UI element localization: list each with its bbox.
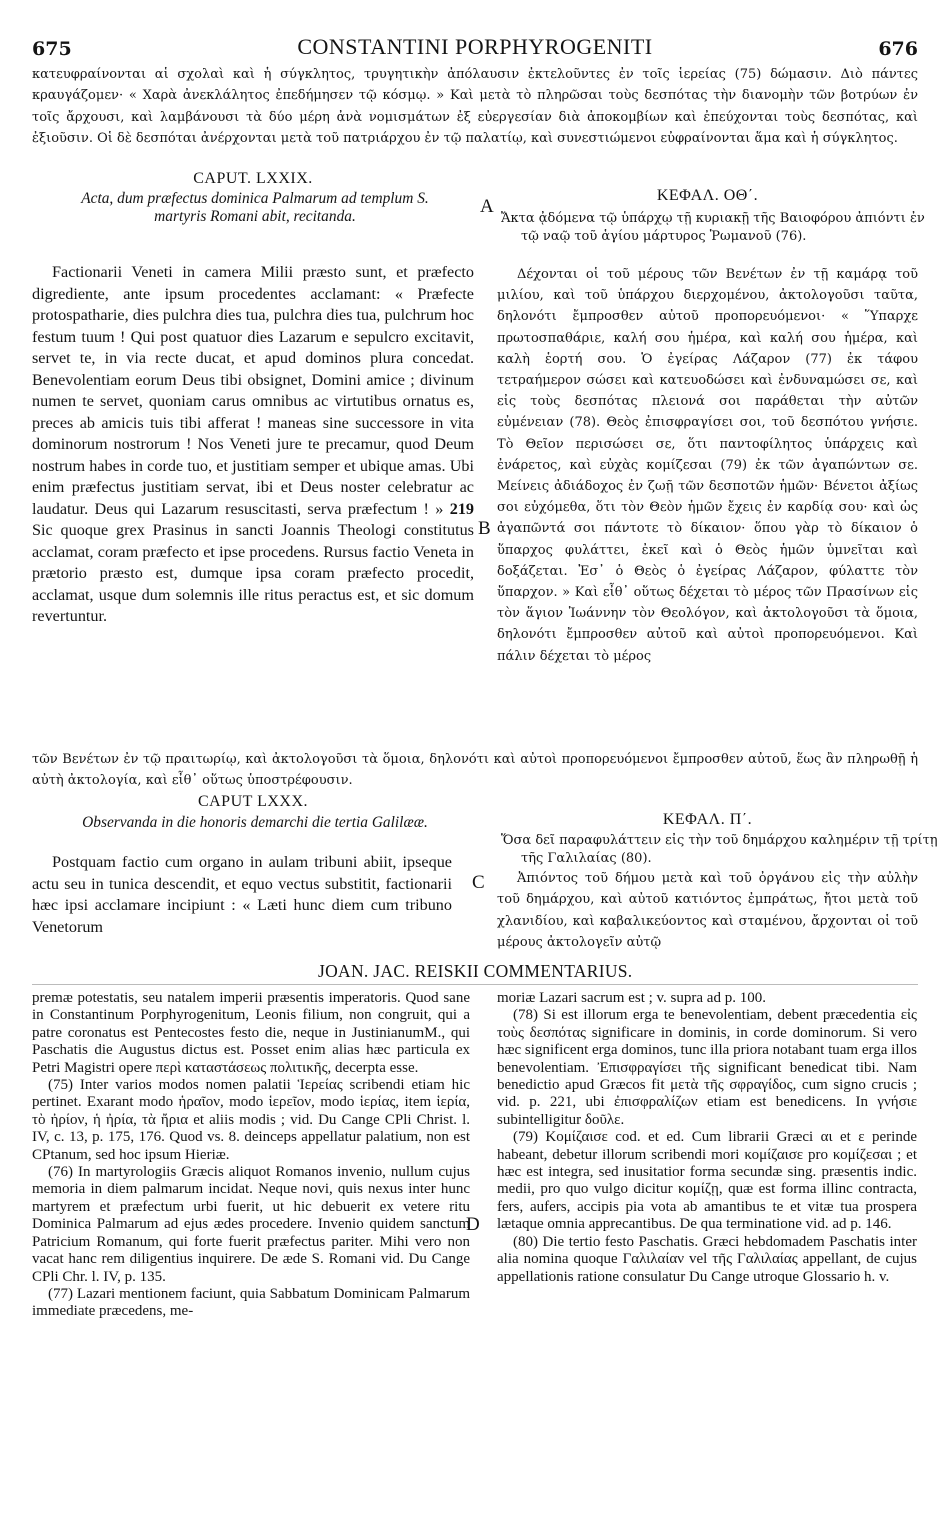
latin-caput-80-heading: CAPUT LXXX. <box>197 793 309 810</box>
commentary-heading: JOAN. JAC. REISKII COMMENTARIUS. <box>318 961 633 981</box>
greek-caput-80-heading: ΚΕΦΑΛ. Π΄. <box>662 811 753 828</box>
latin-caput-79-heading: CAPUT. LXXIX. <box>193 170 313 187</box>
latin-caput-79-text <box>32 262 474 628</box>
latin-caput-79-body-continued: Sic quoque grex Prasinus in sancti Joannis Theologi constitutus acclamat, coram præfecto et ipse procedens. Rursus factio Veneta in prætorio præsto est, dumque ipsa coram præfecto procedit, acclamat, usque dum solemnis ille ritus peractus est, et sic domum revertuntur. <box>32 521 474 625</box>
commentary-divider <box>32 984 918 985</box>
commentary-note: (76) In martyrologiis Græcis aliquot Romanos invenio, nullum cujus memoria in diem palmarum incidat. Neque novi, quis nexus inter hunc martyrem et præfectum urbi fuerit, ut hic debuerit ex vetere ritu Dominica Palmarum ad ejus ædes procedere. Invenio quidem sanctum Patricium Romanum, qui forte fuerit præfectus pariter. Mihi vero non vacat hanc rem diligentius inquirere. De æde S. Romani vid. Du Cange CPli Chr. l. IV, p. 135. <box>32 1164 470 1285</box>
commentary-right-column <box>497 990 917 1286</box>
commentary-left-column <box>32 990 470 1321</box>
commentary-note: (77) Lazari mentionem faciunt, quia Sabbatum Dominicam Palmarum immediate præcedens, me- <box>32 1285 470 1320</box>
latin-page-number: 219 <box>449 499 474 518</box>
latin-caput-79-body: Factionarii Veneti in camera Milii præsto sunt, et præfecto digrediente, ante ipsum procedentes acclamant: « Præfecte protospatharie, dies pulchra dies tua, pulchra dies tua, pulchrum hoc festum tuum ! Qui post quatuor dies Lazarum e sepulcro excitavit, servet te, in via recte ducat, et apud dominos plura concedat. Benevolentiam eorum Deus tibi obsignet, Domini amice ; divinum numen te servet, quoniam carus omnibus ac virtutibus ornatus es, preces ab amicis tuis tibi afferat ! maneas sine successore in vita dominorum nostrorum ! Nos Veneti jure te precamur, quod Deum nostrum habes in corde tuo, et justitiam semper et ubique amas. Ubi enim præfectus justitiam servat, ibi et Deus noster celebratur ac laudatur. Deus qui Lazarum resuscitasti, serva præfectum ! » <box>32 263 474 518</box>
running-title: CONSTANTINI PORPHYROGENITI <box>297 34 653 59</box>
page-number-right: 676 <box>878 38 918 60</box>
commentary-note: (80) Die tertio festo Paschatis. Græci hebdomadem Paschatis inter alia nomina quoque Γαλιλαίαν vel τῆς Γαλιλαίας appellant, de cujus appellationis ratione consulatur Du Cange utroque Glossario h. v. <box>497 1233 917 1285</box>
greek-caput-80-subtitle: Ὅσα δεῖ παραφυλάττειν εἰς τὴν τοῦ δημάρχου καλημέριν τῇ τρίτῃ τῆς Γαλιλαίας (80). <box>501 833 938 866</box>
commentary-note: (79) Κομίζαισε cod. et ed. Cum librarii Græci αι et ε perinde habeant, debetur illorum scribendi mori κομίζαισε pro κομίζεσαι ; et hæc est integra, sed inusitatior forma secundæ sing. præsentis indic. medii, pro quo vulgo dicitur κομίζῃ, quæ est forma illinc contracta, fers, aufers, accipis pia vota ab amantibus te et vitæ tua prospera lætaque omnia apprecantibus. De qua terminatione vid. ad p. 146. <box>497 1129 917 1233</box>
margin-marker-c: C <box>472 872 485 893</box>
latin-caput-80-body: Postquam factio cum organo in aulam tribuni abiit, ipseque actu seu in tunica descendit, et equo vectus substitit, factionarii hæc ipsi acclamare incipiunt : « Læti hunc diem cum tribuno Venetorum <box>32 853 452 936</box>
greek-caput-79-subtitle: Ἄκτα ᾀδόμενα τῷ ὑπάρχῳ τῇ κυριακῇ τῆς Βαιοφόρου ἀπιόντι ἐν τῷ ναῷ τοῦ ἁγίου μάρτυρος Ῥωμανοῦ (76). <box>501 211 925 244</box>
commentary-note: (78) Si est illorum erga te benevolentiam, debent præcedentia εἰς τοὺς δεσπότας significare in dominis, in corde dominorum. Si vero hæc significent erga dominos, tunc illa priora notabant tuam erga illos benevolentiam. Ἐπισφραγίσει τῆς significant benedicat tibi. Nam benedictio apud Græcos fit μετὰ τῆς σφραγίδος, cum signo crucis ; vid. p. 221, ubi ἐπισφραλίζων etiam est benedicens. In γνήσιε subintelligitur δοῦλε. <box>497 1007 917 1128</box>
greek-caput-79-body: Δέχονται οἱ τοῦ μέρους τῶν Βενέτων ἐν τῇ καμάρᾳ τοῦ μιλίου, καὶ τοῦ ὑπάρχου διερχομένου, ἀκτολογοῦσι ταῦτα, δηλονότι ἔμπροσθεν αὐτοῦ προπορευόμενοι· « Ὕπαρχε πρωτοσπαθάριε, καλή σου ἡμέρα, καὶ καλή σου ἡμέρα, καὶ καλὴ ἑορτή σου. Ὁ ἐγείρας Λάζαρον (77) ἐκ τάφου τετραήμερον σώσει καὶ κατευοδώσει καὶ ἐνδυναμώσει σε, καὶ εἰς τοὺς δεσπότας πλειονά σοι παράθεται τὴν αὐτῶν εὐμένειαν (78). Θεὸς ἐπισφραγίσει σοι, τοῦ δεσπότου γνήσιε. Τὸ Θεῖον περισώσει σε, ὅτι παντοφίλητος ὑπάρχεις καὶ ἐνάρετος, καὶ εὐχὰς κομίζεσαι (79) ἐκ τῶν ἀγαπώντων σε. Μείνεις ἀδιάδοχος ἐν ζωῇ τῶν δεσποτῶν ἡμῶν· Βένετοι ἀξίως σοι εὐχόμεθα, ὅτι τὸν Θεὸν ἡμῶν ἔχεις ἐν καρδίᾳ σου· καὶ ὡς ἀγαπῶντά σοι πάντοτε τὸ δίκαιον· ὅπου γὰρ τὸ δίκαιον ὁ ὕπαρχος φυλάττει, ἐκεῖ καὶ ὁ Θεὸς ἡμῶν ὑμνεῖται καὶ δοξάζεται. Ἐσ᾽ ὁ Θεὸς ὁ ἐγείρας Λάζαρον, φύλαττε τὸν ὕπαρχον. » Καὶ εἶθ᾽ οὕτως δέχεται τὸ μέρος τῶν Πρασίνων εἰς τὸν ἅγιον Ἰωάννην τὸν Θεολόγον, καὶ ἀκτολογοῦσι τὰ ὅμοια, δηλονότι ἔμπροσθεν αὐτοῦ καὶ αὐτοὶ προπορευόμενοι. Καὶ πάλιν δέχεται τὸ μέρος <box>497 267 918 664</box>
greek-caput-79-heading: ΚΕΦΑΛ. ΟΘ΄. <box>656 187 759 204</box>
margin-marker-b: B <box>478 518 491 539</box>
latin-caput-80-subtitle: Observanda in die honoris demarchi die tertia Galilææ. <box>82 814 428 831</box>
commentary-note: premæ potestatis, seu natalem imperii præsentis imperatoris. Quod sane in Constantinum Porphyrogenitum, Leonis filium, non congruit, qui a patre coronatus est Pentecostes festo die, neque in JustinianumM., qui Paschatis die Augustus dictus est. Posset enim alias hæc particula ex Petri Magistri opere περὶ καταστάσεως πολιτικῆς, decerpta esse. <box>32 990 470 1076</box>
page-number-left: 675 <box>32 38 72 60</box>
greek-caput-80-body: Ἀπιόντος τοῦ δήμου μετὰ καὶ τοῦ ὀργάνου εἰς τὴν αὐλὴν τοῦ δημάρχου, καὶ αὐτοῦ κατιόντος ἐμπράτως, ἤτοι μετὰ τοῦ χλανιδίου, καὶ καβαλικεύοντος καὶ σταμένου, ἄρχονται οἱ τοῦ μέρους ἀκτολογεῖν αὐτῷ <box>497 871 918 951</box>
commentary-note: (75) Inter varios modos nomen palatii Ἱερείας scribendi etiam hic pertinet. Exarant modo ἡραῖον, modo ἱερεῖον, modo ἱερίας, item ἱερία, τὸ ἠρίον, ἡ ἠρία, τὰ ἤρια et aliis modis ; vid. Du Cange CPli Christ. l. IV, c. 13, p. 175, 176. Quod vs. 8. deinceps appellatur palatium, non est CPtanum, sed hoc ipsum Hieriæ. <box>32 1077 470 1163</box>
greek-full-width-line: τῶν Βενέτων ἐν τῷ πραιτωρίῳ, καὶ ἀκτολογοῦσι τὰ ὅμοια, δηλονότι καὶ αὐτοὶ προπορευόμενοι ἔμπροσθεν αὐτοῦ, ἕως ἂν πληρωθῇ ἡ αὐτὴ ἀκτολογία, καὶ εἶθ᾽ οὕτως ὑποστρέφουσιν. <box>32 752 918 789</box>
commentary-note: moriæ Lazari sacrum est ; v. supra ad p. 100. <box>497 990 766 1006</box>
margin-marker-a: A <box>480 196 494 217</box>
greek-top-text: κατευφραίνονται αἱ σχολαὶ καὶ ἡ σύγκλητος, τρυγητικὴν ἀπόλαυσιν ἐκτελοῦντες ἐν τοῖς ἱερείας (75) δώμασιν. Διὸ πάντες κραυγάζομεν· « Χαρὰ ἀνεκλάλητος ἐπεδήμησεν τῷ κόσμῳ. » Καὶ μετὰ τὸ πληρῶσαι τοὺς δεσπότας τὴν διανομὴν τῶν βοτρύων ἐν τοῖς ἄρχουσι, καὶ λαμβάνουσι τὰ δύο μέρη ἀνὰ νομισμάτων ἐξ εὐεργεσίαν διὰ ἀποκομβίων καὶ ἐπεύχονται τοὺς δεσπότας, καὶ ἐξιοῦσιν. Οἱ δὲ δεσπόται ἀνέρχονται μετὰ τοῦ πατριάρχου ἐν τῷ παλατίῳ, καὶ συνεστιώμενοι εὐφραίνονται ἅμα καὶ ἡ σύγκλητος. <box>32 67 918 147</box>
page-header <box>32 20 918 60</box>
margin-marker-d: D <box>466 1214 480 1235</box>
latin-caput-79-subtitle: Acta, dum præfectus dominica Palmarum ad templum S. martyris Romani abit, recitanda. <box>81 190 429 225</box>
